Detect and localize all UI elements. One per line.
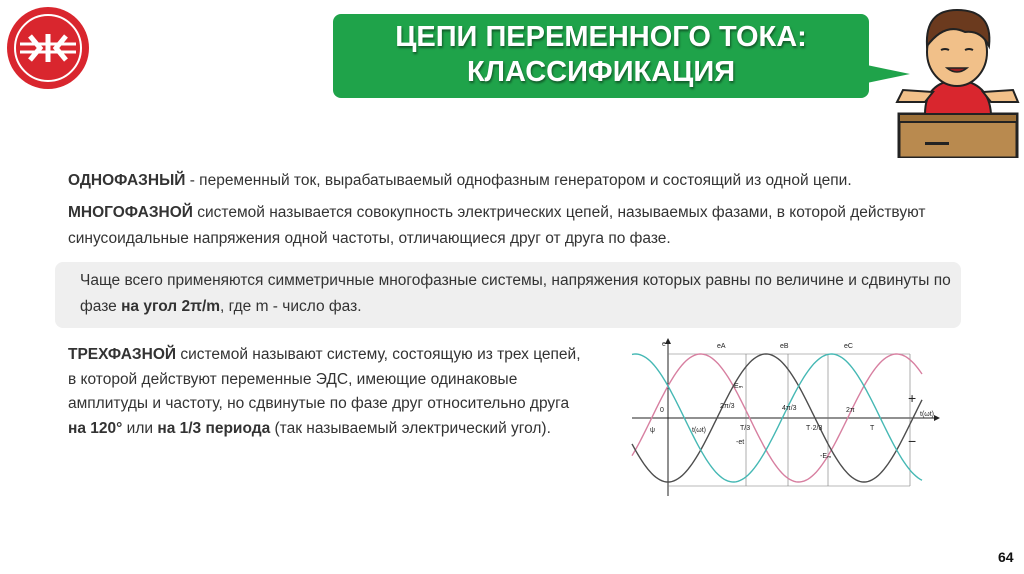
page-number: 64 <box>998 549 1014 565</box>
three-phase-text-3: (так называемый электрический угол). <box>270 419 551 437</box>
origin-label: 0 <box>660 407 664 414</box>
single-phase-text: - переменный ток, вырабатываемый однофазным генератором и состоящий из одной цепи. <box>185 172 852 189</box>
plus-sign: + <box>908 390 917 406</box>
neg-et-label: -et <box>736 439 745 446</box>
title-line-2: КЛАССИФИКАЦИЯ <box>466 56 736 88</box>
e-axis-label: e <box>662 341 666 348</box>
ec-label: eC <box>844 343 853 350</box>
t-two-thirds-label: T·2/3 <box>806 425 823 432</box>
minus-sign: − <box>908 433 917 449</box>
three-phase-text-1: системой называют систему, состоящую из трех цепей, в которой действуют переменные ЭДС, имеющие одинаковые амплитуды и частоту, но сдвинутые по фазе друг относительно друга <box>68 346 581 412</box>
note-bold: на угол 2π/m <box>121 298 221 315</box>
multi-phase-term: МНОГОФАЗНОЙ <box>68 204 193 221</box>
two-pi-label: 2π <box>846 407 855 414</box>
psi-label: ψ <box>650 427 655 434</box>
em-label: Eₘ <box>734 383 744 390</box>
title-line-1: ЦЕПИ ПЕРЕМЕННОГО ТОКА: <box>395 21 807 53</box>
time-axis-label: t(ωt) <box>920 411 935 418</box>
note-text: Чаще всего применяются симметричные многофазные системы, напряжения которых равны по величине и сдвинуты по фазе <box>80 272 951 315</box>
two-pi-third-label: 2π/3 <box>720 403 735 410</box>
neg-em-label: -Eₘ <box>820 453 832 460</box>
slide-title <box>333 14 869 98</box>
teacher-mascot-illustration <box>895 2 1020 158</box>
multi-phase-paragraph <box>68 200 948 252</box>
note-tail: , где m - число фаз. <box>220 298 362 315</box>
t-third-label: T/3 <box>740 425 751 432</box>
multi-phase-text: системой называется совокупность электрических цепей, называемых фазами, в которой действуют синусоидальные напряжения одной частоты, отличающиеся друг от друга по фазе. <box>68 204 926 247</box>
symmetric-systems-note <box>55 262 961 328</box>
three-phase-term: ТРЕХФАЗНОЙ <box>68 346 177 363</box>
single-phase-paragraph <box>68 170 948 192</box>
t-omega-label: t(ωt) <box>692 427 707 434</box>
three-phase-waveform-diagram <box>622 336 942 500</box>
four-pi-third-label: 4π/3 <box>782 405 797 412</box>
three-phase-paragraph <box>68 343 588 441</box>
three-phase-bold-1: на 120° <box>68 419 123 437</box>
ea-label: eA <box>717 343 726 350</box>
three-phase-bold-2: на 1/3 периода <box>157 419 271 437</box>
t-full-label: T <box>870 425 875 432</box>
eb-label: eB <box>780 343 789 350</box>
single-phase-term: ОДНОФАЗНЫЙ <box>68 172 186 189</box>
three-phase-text-2: или <box>122 419 158 437</box>
college-logo <box>6 6 90 90</box>
